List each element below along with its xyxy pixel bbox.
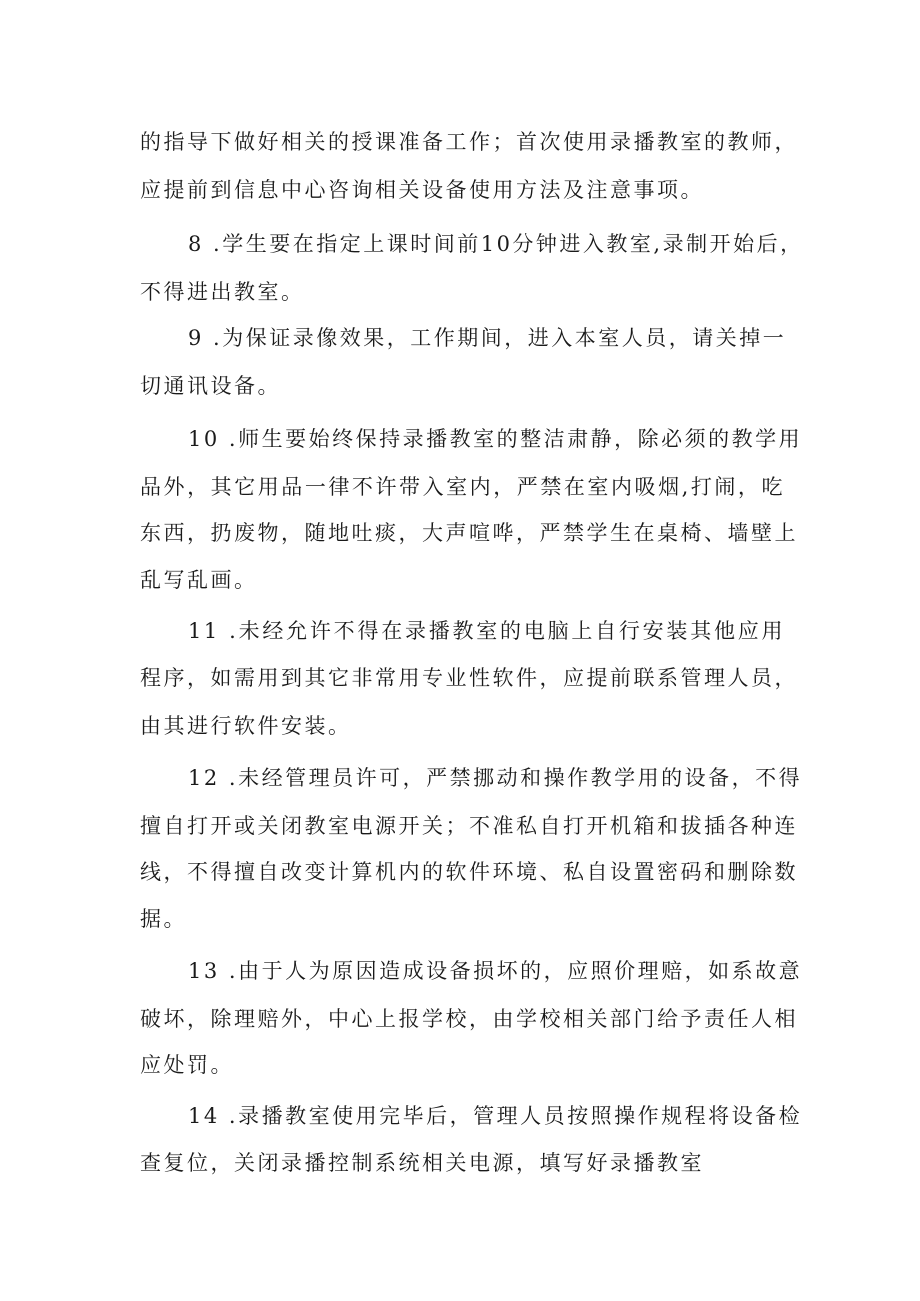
paragraph-12-line: 12 .未经管理员许可，严禁挪动和操作教学用的设备，不得 (188, 766, 803, 790)
text-line: 线，不得擅自改变计算机内的软件环境、私自设置密码和删除数 (140, 860, 798, 884)
text-line: 应处罚。 (140, 1053, 234, 1077)
text-line: 的指导下做好相关的授课准备工作；首次使用录播教室的教师， (140, 130, 798, 154)
text-line: 应提前到信息中心咨询相关设备使用方法及注意事项。 (140, 178, 704, 202)
text-line: 品外，其它用品一律不许带入室内，严禁在室内吸烟,打闹，吃 (140, 475, 785, 499)
text-line: 切通讯设备。 (140, 374, 281, 398)
text-line: 不得进出教室。 (140, 280, 305, 304)
text-line: 由其进行软件安装。 (140, 714, 352, 738)
text-line: 擅自打开或关闭教室电源开关；不准私自打开机箱和拔插各种连 (140, 814, 798, 838)
text-line: 破坏，除理赔外，中心上报学校，由学校相关部门给予责任人相 (140, 1007, 798, 1031)
text-line: 东西，扔废物，随地吐痰，大声喧哗，严禁学生在桌椅、墙壁上 (140, 521, 798, 545)
paragraph-14-line: 14 .录播教室使用完毕后，管理人员按照操作规程将设备检 (188, 1104, 803, 1128)
paragraph-13-line: 13 .由于人为原因造成设备损坏的，应照价理赔，如系故意 (188, 959, 803, 983)
text-line: 据。 (140, 907, 187, 931)
paragraph-11-line: 11 .未经允许不得在录播教室的电脑上自行安装其他应用 (188, 619, 785, 643)
paragraph-8-line: 8 .学生要在指定上课时间前10分钟进入教室,录制开始后， (188, 232, 804, 256)
text-line: 查复位，关闭录播控制系统相关电源，填写好录播教室 (140, 1151, 704, 1175)
text-line: 程序，如需用到其它非常用专业性软件，应提前联系管理人员， (140, 666, 798, 690)
paragraph-9-line: 9 .为保证录像效果，工作期间，进入本室人员，请关掉一 (188, 326, 787, 350)
paragraph-10-line: 10 .师生要始终保持录播教室的整洁肃静，除必须的教学用 (188, 427, 803, 451)
text-line: 乱写乱画。 (140, 568, 258, 592)
